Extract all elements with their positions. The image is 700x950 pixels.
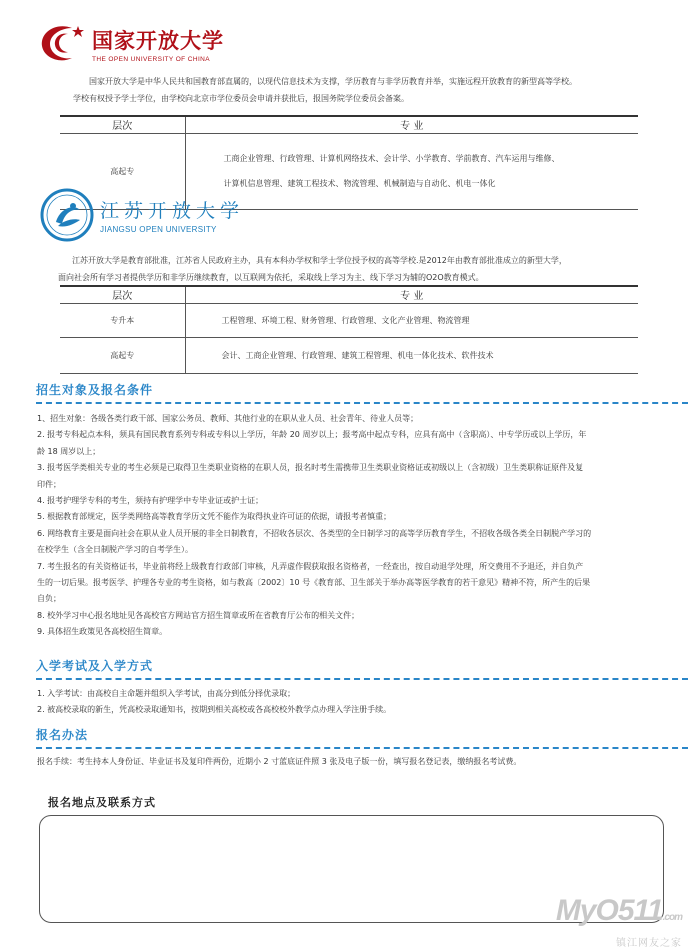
section-title: 入学考试及入学方式: [36, 659, 154, 673]
list-item: 7. 考生报名的有关资格证书，毕业前将经上级教育行政部门审核，凡弄虚作假获取报名资格者，一经查出，按自动退学处理，所交费用不予退还，并自负产: [37, 561, 584, 571]
jsou-program-table: [60, 285, 638, 374]
table-cell-majors: 工程管理、环境工程、财务管理、行政管理、文化产业管理、物流管理: [185, 303, 638, 337]
majors-line: 工商企业管理、行政管理、计算机网络技术、会计学、小学教育、学前教育、汽车运用与维修、: [223, 154, 560, 163]
table-cell-majors: 会计、工商企业管理、行政管理、建筑工程管理、机电一体化技术、软件技术: [185, 337, 638, 373]
jsou-name-en: JIANGSU OPEN UNIVERSITY: [100, 225, 217, 234]
watermark-domain: .com: [662, 912, 682, 923]
ouc-intro-line: 学校有权授予学士学位，由学校向北京市学位委员会申请并获批后，报国务院学位委员会备案。: [73, 94, 409, 103]
section-title: 报名办法: [36, 728, 89, 742]
list-item: 生的一切后果。报考医学、护理各专业的考生资格，如与教高〔2002〕10 号《教育部、卫生部关于举办高等医学教育的若干意见》精神不符，所产生的后果: [37, 578, 591, 588]
table-header-major: 专 业: [185, 286, 638, 303]
table-header-level: 层次: [60, 116, 185, 133]
list-item: 2. 报考专科起点本科，须具有国民教育系列专科或专科以上学历，年龄 20 周岁以上；报考高中起点专科，应具有高中（含职高）、中专学历或以上学历，年: [37, 430, 587, 440]
list-item: 印件；: [37, 479, 61, 489]
table-cell-level: 专升本: [60, 303, 185, 337]
majors-line: 计算机信息管理、建筑工程技术、物流管理、机械制造与自动化、机电一体化: [223, 179, 496, 188]
list-item: 8. 校外学习中心报名地址见各高校官方网站官方招生简章或所在省教育厅公布的相关文件；: [37, 610, 360, 620]
ouc-intro-line: 国家开放大学是中华人民共和国教育部直属的，以现代信息技术为支撑，学历教育与非学历教育并举，实施远程开放教育的新型高等学校。: [89, 77, 577, 86]
jsou-intro-line: 江苏开放大学是教育部批准，江苏省人民政府主办，具有本科办学权和学士学位授予权的高等学校.是2012年由教育部批准成立的新型大学，: [72, 256, 567, 265]
jsou-emblem-icon: [40, 188, 94, 242]
watermark-logo: [556, 896, 682, 933]
section-title: 招生对象及报名条件: [36, 383, 154, 397]
list-item: 3. 报考医学类相关专业的考生必须是已取得卫生类职业资格的在职人员，报名时考生需携带卫生类职业资格证或初级以上（含初级）卫生类职称证原件及复: [37, 463, 584, 473]
watermark-brand: MyO511: [555, 894, 663, 927]
table-header-major: 专 业: [185, 116, 638, 133]
table-row: [60, 303, 638, 337]
table-cell-majors: [185, 133, 638, 209]
table-cell-level: 高起专: [60, 133, 185, 209]
list-item: 龄 18 周岁以上；: [37, 446, 101, 456]
ouc-name-cn: 国家开放大学: [92, 28, 224, 53]
register-procedure-text: 报名手续：考生持本人身份证、毕业证书及复印件两份，近期小 2 寸蓝底证件照 3 张及电子版一份，填写报名登记表，缴纳报名考试费。: [37, 757, 522, 766]
section-register-heading: [36, 726, 688, 749]
contact-title: 报名地点及联系方式: [48, 796, 156, 809]
list-item: 6. 网络教育主要是面向社会在职从业人员开展的非全日制教育，不招收各层次、各类型的全日制学习的高等学历教育学生，不招收各级各类全日制脱产学习的: [37, 528, 592, 538]
section-divider: [36, 678, 688, 680]
table-row: [60, 337, 638, 373]
section-enroll-heading: [36, 381, 688, 404]
watermark: [556, 896, 682, 949]
watermark-subtitle: 镇江网友之家: [616, 938, 682, 949]
section-exam-heading: [36, 657, 688, 680]
enroll-conditions-list: [37, 411, 677, 641]
section-divider: [36, 747, 688, 749]
list-item: 4. 报考护理学专科的考生，须持有护理学中专毕业证或护士证；: [37, 496, 264, 506]
list-item: 在校学生（含全日制脱产学习的自考学生）。: [37, 545, 193, 555]
exam-list: [37, 686, 677, 719]
jsou-logo: [40, 188, 244, 242]
list-item: 1、招生对象：各级各类行政干部、国家公务员、教师、其他行业的在职从业人员、社会青年、待业人员等；: [37, 414, 419, 423]
table-cell-level: 高起专: [60, 337, 185, 373]
jsou-name-cn: 江苏开放大学: [100, 200, 245, 222]
ouc-intro: [73, 73, 577, 107]
list-item: 1. 入学考试：由高校自主命题并组织入学考试，由高分到低分择优录取；: [37, 689, 296, 698]
jsou-intro-line: 面向社会所有学习者提供学历和非学历继续教育，以互联网为依托，采取线上学习为主、线下学习为辅的O2O教育模式。: [58, 273, 484, 282]
table-header-level: 层次: [60, 286, 185, 303]
ouc-emblem-icon: [38, 22, 90, 66]
list-item: 2. 被高校录取的新生，凭高校录取通知书，按期到相关高校或各高校校外教学点办理入学注册手续。: [37, 705, 392, 715]
ouc-name-en: THE OPEN UNIVERSITY OF CHINA: [92, 56, 210, 63]
ouc-logo: [38, 22, 224, 66]
list-item: 5. 根据教育部规定，医学类网络高等教育学历文凭不能作为取得执业许可证的依据，请报考者慎重；: [37, 512, 392, 522]
list-item: 自负；: [37, 594, 61, 604]
list-item: 9. 具体招生政策见各高校招生简章。: [37, 627, 168, 637]
jsou-intro: [58, 252, 567, 286]
section-divider: [36, 402, 688, 404]
